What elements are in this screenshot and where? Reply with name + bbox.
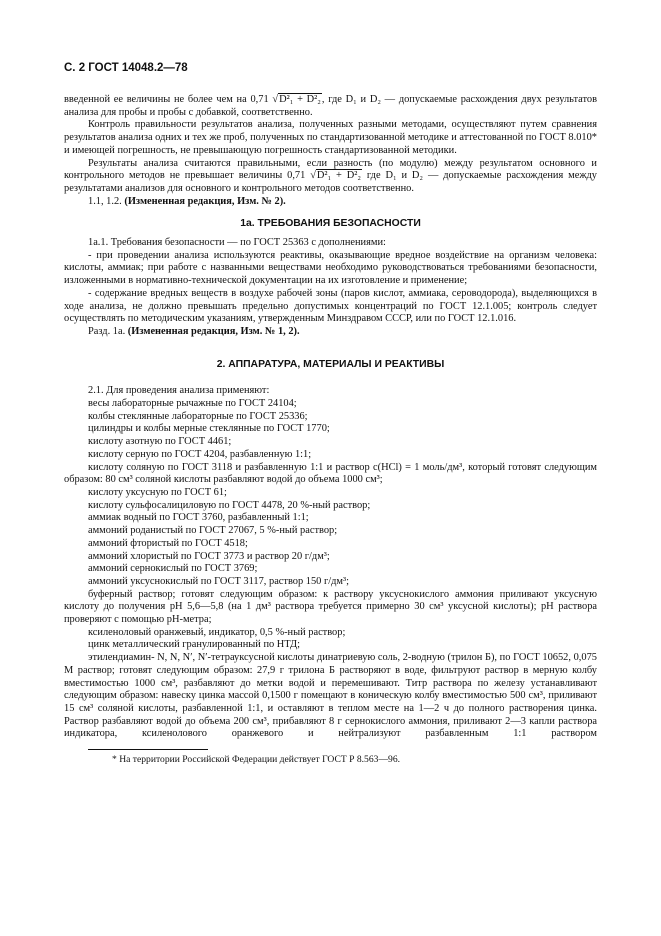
list-item: весы лабораторные рычажные по ГОСТ 24104; xyxy=(88,398,297,410)
sqrt-formula: D²₁ + D²₂ xyxy=(279,94,321,105)
list-item: аммоний фтористый по ГОСТ 4518; xyxy=(88,537,248,549)
list-item: аммоний уксуснокислый по ГОСТ 3117, раствор 150 г/дм³; xyxy=(88,575,349,587)
document-body xyxy=(64,94,597,766)
paragraph xyxy=(64,196,597,209)
list-item: этилендиамин- N, N, N′, N′-тетрауксусной кислоты динатриевую соль, 2-водную (трилон Б), по ГОСТ 10652, 0,075 М раствор; готовят следующим образом: 27,9 г трилона Б растворяют в воде, фильтруют раствор в мерную колбу вместимостью 1000 см³, разбавляют до метки водой и перемешивают. Титр раствора по железу устанавливают следующим образом: навеску цинка массой 0,1500 г помещают в коническую колбу вместимостью 500 см³, приливают 15 см³ соляной кислоты, разбавленной 1:1, и оставляют в теплом месте на 1—2 ч до полного растворения цинка. Раствор разбавляют водой до объема 200 см³, прибавляют 8 г сернокислого аммония, приливают 2—3 капли раствора индикатора, ксиленолового оранжевого и нейтрализуют разбавленным 1:1 раствором xyxy=(64,652,597,740)
paragraph xyxy=(64,94,597,119)
paragraph: Контроль правильности результатов анализа, полученных разными методами, осуществляют путем сравнения результатов анализа одних и тех же проб, полученных по стандартизованной методике и аттестованной по ГОСТ 8.010* и имеющей погрешность, не превышающую погрешность стандартизованной методики. xyxy=(64,119,597,156)
list-item: кислоту азотную по ГОСТ 4461; xyxy=(88,436,232,448)
list-item: ксиленоловый оранжевый, индикатор, 0,5 %-ный раствор; xyxy=(88,626,346,638)
text: , где D₁ и D₂ — допускаемые расхождения двух результатов анализа для пробы и пробы с добавкой, соответственно. xyxy=(64,94,597,118)
list-item: буферный раствор; готовят следующим образом: к раствору уксуснокислого аммония приливают уксусную кислоту до получения pH 5,6—5,8 (на 1 дм³ раствора требуется примерно 30 см³ уксусной кислоты); pH раствора проверяют с помощью pH-метра; xyxy=(64,588,597,626)
revision-note: (Измененная редакция, Изм. № 1, 2). xyxy=(127,325,300,337)
paragraph xyxy=(64,158,597,196)
paragraph: - содержание вредных веществ в воздухе рабочей зоны (паров кислот, аммиака, сероводорода), выделяющихся в ходе анализа, не должно превышать предельно допустимых концентраций по ГОСТ 12.1.005; контроль следует осуществлять по методическим указаниям, утвержденным Минздравом СССР, или по ГОСТ 12.1.016. xyxy=(64,287,597,325)
text: где D₁ и D₂ — допускаемые расхождения между результатами анализов для основного и контрольного методов соответственно. xyxy=(64,170,597,194)
list-item: кислоту серную по ГОСТ 4204, разбавленную 1:1; xyxy=(88,448,312,460)
section-title-apparatus: 2. АППАРАТУРА, МАТЕРИАЛЫ И РЕАКТИВЫ xyxy=(216,358,445,370)
list-item: цинк металлический гранулированный по НТД; xyxy=(88,639,300,651)
list-item: кислоту сульфосалициловую по ГОСТ 4478, 20 %-ный раствор; xyxy=(88,499,371,511)
list-item: колбы стеклянные лабораторные по ГОСТ 25336; xyxy=(88,410,308,422)
footnote: * На территории Российской Федерации действует ГОСТ Р 8.563—96. xyxy=(112,754,401,766)
text: Разд. 1а. xyxy=(88,325,128,337)
list-item: кислоту уксусную по ГОСТ 61; xyxy=(88,486,227,498)
list-item: аммоний роданистый по ГОСТ 27067, 5 %-ный раствор; xyxy=(88,525,338,537)
list-item: цилиндры и колбы мерные стеклянные по ГОСТ 1770; xyxy=(88,423,330,435)
text: введенной ее величины не более чем на 0,71 √ xyxy=(64,94,279,105)
list-item: кислоту соляную по ГОСТ 3118 и разбавленную 1:1 и раствор c(HCl) = 1 моль/дм³, который готовят следующим образом: 80 см³ соляной кислоты разбавляют водой до объема 1000 см³; xyxy=(64,461,597,486)
list-item: аммоний сернокислый по ГОСТ 3769; xyxy=(88,563,258,575)
sqrt-formula: D²₁ + D²₂ xyxy=(316,170,362,182)
paragraph: - при проведении анализа используются реактивы, оказывающие вредное воздействие на организм человека: кислоты, аммиак; при работе с названными веществами необходимо руководствоваться требованиями безопасности, изложенными в нормативно-технической документации на их изготовление и применение; xyxy=(64,249,597,287)
section-title-safety: 1а. ТРЕБОВАНИЯ БЕЗОПАСНОСТИ xyxy=(240,218,421,230)
paragraph: 1а.1. Требования безопасности — по ГОСТ 25363 с дополнениями: xyxy=(88,237,386,249)
list-item: аммоний хлористый по ГОСТ 3773 и раствор 20 г/дм³; xyxy=(88,550,330,562)
revision-note: (Измененная редакция, Изм. № 2). xyxy=(124,195,286,207)
list-item: аммиак водный по ГОСТ 3760, разбавленный 1:1; xyxy=(88,512,309,524)
paragraph xyxy=(64,326,597,339)
text: Результаты анализа считаются правильными, если разность (по модулю) между результатом основного и контрольного методов не превышает величины 0,71 √ xyxy=(64,157,597,182)
page-header: С. 2 ГОСТ 14048.2—78 xyxy=(64,62,188,74)
text: 1.1, 1.2. xyxy=(88,195,125,207)
paragraph: 2.1. Для проведения анализа применяют: xyxy=(88,385,270,397)
footnote-divider xyxy=(88,749,208,750)
